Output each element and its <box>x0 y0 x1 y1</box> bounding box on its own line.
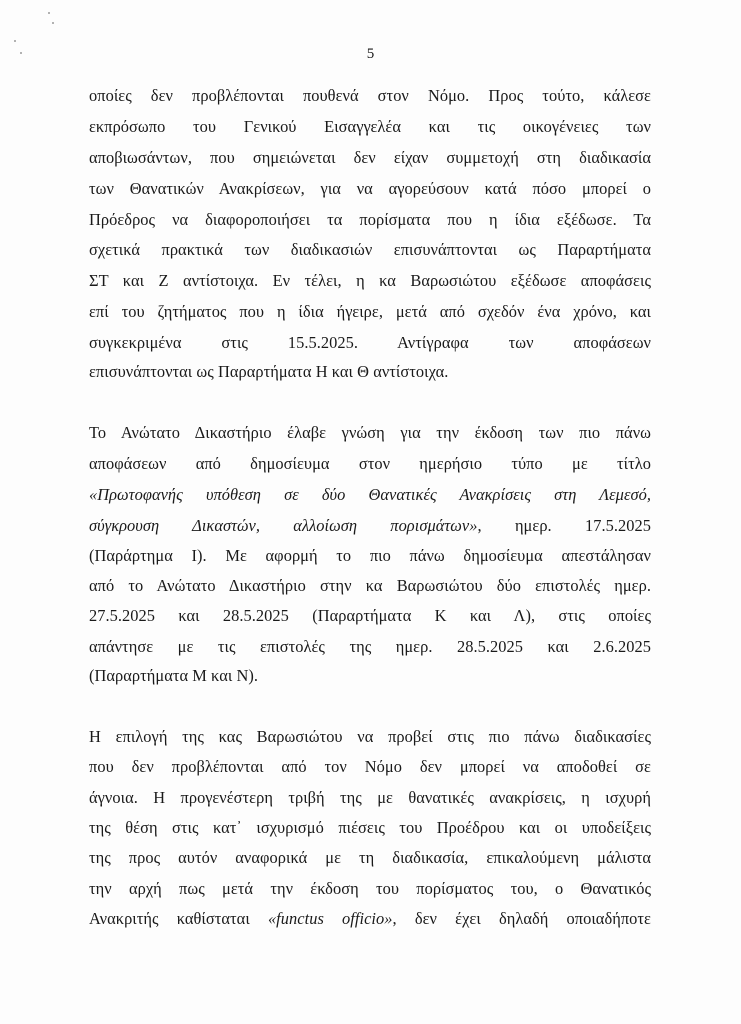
text-fragment: , δεν έχει δηλαδή οποιαδήποτε <box>392 909 651 928</box>
text-line: Το Ανώτατο Δικαστήριο έλαβε γνώση για την έκδοση των πιο πάνω <box>89 423 651 442</box>
text-line <box>89 909 651 929</box>
scan-speck <box>52 22 54 24</box>
text-line: επισυνάπτονται ως Παραρτήματα Η και Θ αντίστοιχα. <box>89 362 449 381</box>
text-line: εκπρόσωπο του Γενικού Εισαγγελέα και τις οικογένειες των <box>89 117 651 136</box>
text-line: την αρχή πως μετά την έκδοση του πορίσματος του, ο Θανατικός <box>89 879 651 898</box>
text-line: των Θανατικών Ανακρίσεων, για να αγορεύσουν κατά πόσο μπορεί ο <box>89 179 651 198</box>
text-line: της θέση στις κατ᾽ ισχυρισμό πιέσεις του Προέδρου και οι υποδείξεις <box>89 818 651 837</box>
text-line <box>89 516 651 536</box>
text-fragment: Ανακριτής καθίσταται <box>89 909 268 928</box>
text-line: άγνοια. Η προγενέστερη τριβή της με θανατικές ανακρίσεις, η ισχυρή <box>89 788 651 807</box>
text-line: αποφάσεων από δημοσίευμα στον ημερήσιο τύπο με τίτλο <box>89 454 651 473</box>
text-line: (Παραρτήματα Μ και Ν). <box>89 666 259 685</box>
text-line: από το Ανώτατο Δικαστήριο στην κα Βαρωσιώτου δύο επιστολές ημερ. <box>89 576 651 595</box>
text-line: 27.5.2025 και 28.5.2025 (Παραρτήματα Κ και Λ), στις οποίες <box>89 606 651 625</box>
text-line: της προς αυτόν αναφορικά με τη διαδικασία, επικαλούμενη μάλιστα <box>89 848 651 867</box>
article-title-line: «Πρωτοφανής υπόθεση σε δύο Θανατικές Ανακρίσεις στη Λεμεσό, <box>89 485 651 504</box>
text-line: επί του ζητήματος που η ίδια ήγειρε, μετά από σχεδόν ένα χρόνο, και <box>89 302 651 321</box>
text-line: που δεν προβλέπονται από τον Νόμο δεν μπορεί να αποδοθεί σε <box>89 757 651 776</box>
latin-term: «functus officio» <box>267 909 393 928</box>
article-title-continued: σύγκρουση Δικαστών, αλλοίωση πορισμάτων» <box>89 516 478 535</box>
article-date: , ημερ. 17.5.2025 <box>477 516 651 535</box>
text-line: σχετικά πρακτικά των διαδικασιών επισυνάπτονται ως Παραρτήματα <box>89 240 651 259</box>
text-line: ΣΤ και Ζ αντίστοιχα. Εν τέλει, η κα Βαρωσιώτου εξέδωσε αποφάσεις <box>89 271 651 290</box>
scan-speck <box>14 40 16 42</box>
text-line: απάντησε με τις επιστολές της ημερ. 28.5.2025 και 2.6.2025 <box>89 637 651 656</box>
page-number: 5 <box>366 46 375 62</box>
text-line: αποβιωσάντων, που σημειώνεται δεν είχαν συμμετοχή στη διαδικασία <box>89 148 651 167</box>
text-line: Πρόεδρος να διαφοροποιήσει τα πορίσματα που η ίδια εξέδωσε. Τα <box>89 210 651 229</box>
scan-speck <box>48 12 50 14</box>
text-line: Η επιλογή της κας Βαρωσιώτου να προβεί στις πιο πάνω διαδικασίες <box>89 727 651 746</box>
text-line: συγκεκριμένα στις 15.5.2025. Αντίγραφα των αποφάσεων <box>89 333 651 352</box>
text-line: οποίες δεν προβλέπονται πουθενά στον Νόμο. Προς τούτο, κάλεσε <box>89 86 651 105</box>
text-line: (Παράρτημα Ι). Με αφορμή το πιο πάνω δημοσίευμα απεστάλησαν <box>89 546 651 565</box>
